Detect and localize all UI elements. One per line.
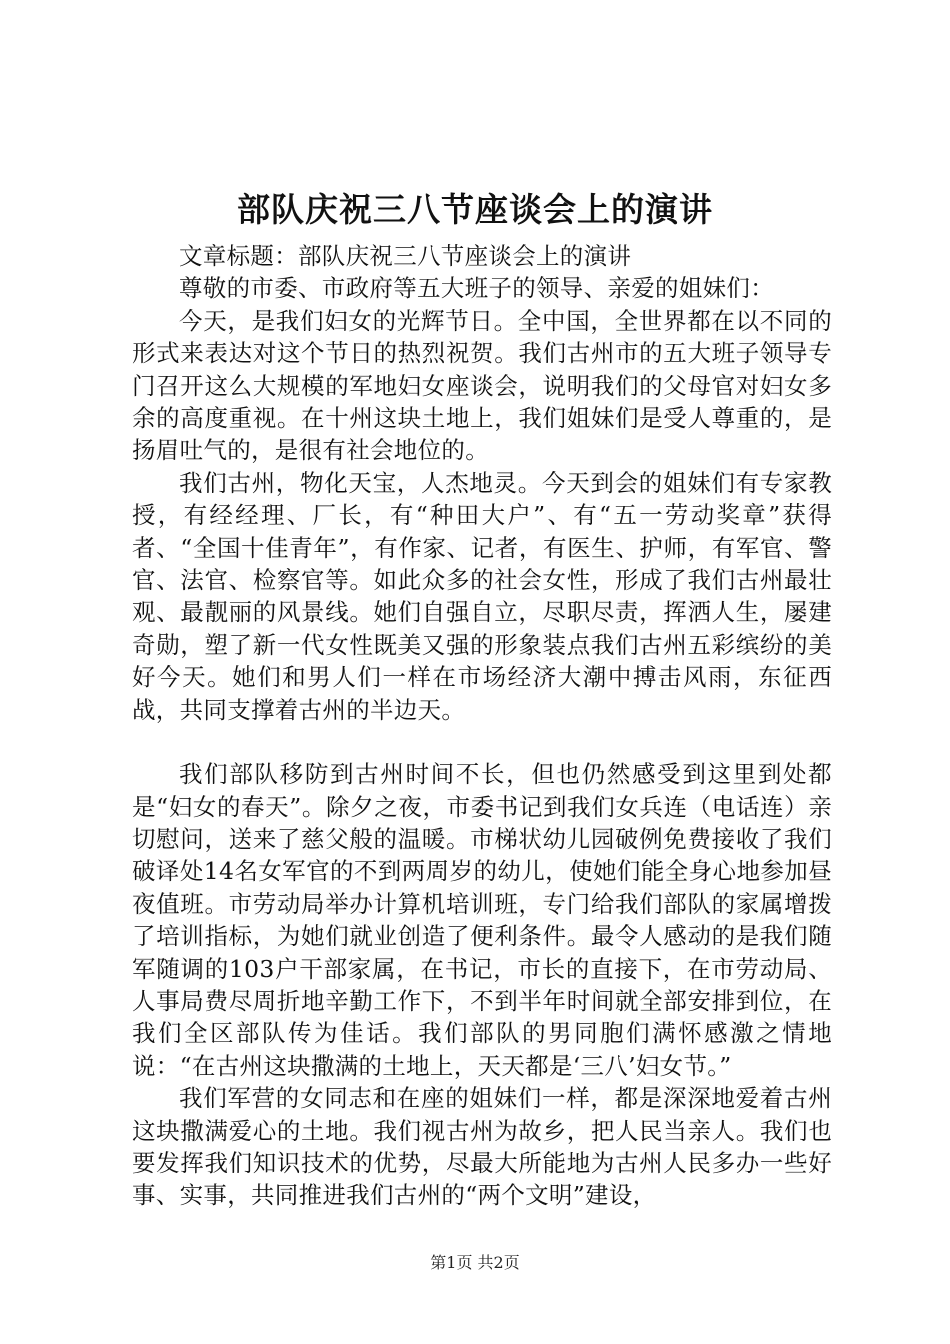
paragraph: 我们部队移防到古州时间不长，但也仍然感受到这里到处都是“妇女的春天”。除夕之夜，市委书记到我们女兵连（电话连）亲切慰问，送来了慈父般的温暖。市梯状幼儿园破例免费接收了我们破译处14名女军官的不到两周岁的幼儿，使她们能全身心地参加昼夜值班。市劳动局举办计算机培训班，专门给我们部队的家属增拨了培训指标，为她们就业创造了便利条件。最令人感动的是我们随军随调的103户干部家属，在书记，市长的直接下，在市劳动局、人事局费尽周折地辛勤工作下，不到半年时间就全部安排到位，在我们全区部队传为佳话。我们部队的男同胞们满怀感激之情地说：“在古州这块撒满的土地上，天天都是‘三八’妇女节。” <box>132 760 832 1080</box>
paragraph: 我们军营的女同志和在座的姐妹们一样，都是深深地爱着古州这块撒满爱心的土地。我们视古州为故乡，把人民当亲人。我们也要发挥我们知识技术的优势，尽最大所能地为古州人民多办一些好事、实事，共同推进我们古州的“两个文明”建设， <box>132 1084 832 1210</box>
document-body <box>132 240 832 1212</box>
page-number-footer: 第1页 共2页 <box>430 1253 520 1272</box>
article-title-line: 文章标题：部队庆祝三八节座谈会上的演讲 <box>179 242 632 270</box>
paragraph: 我们古州，物化天宝，人杰地灵。今天到会的姐妹们有专家教授，有经经理、厂长，有“种田大户”、有“五一劳动奖章”获得者、“全国十佳青年”，有作家、记者，有医生、护师，有军官、警官、法官、检察官等。如此众多的社会女性，形成了我们古州最壮观、最靓丽的风景线。她们自强自立，尽职尽责，挥洒人生，屡建奇勋，塑了新一代女性既美又强的形象装点我们古州五彩缤纷的美好今天。她们和男人们一样在市场经济大潮中搏击风雨，东征西战，共同支撑着古州的半边天。 <box>132 468 832 724</box>
paragraph: 今天，是我们妇女的光辉节日。全中国，全世界都在以不同的形式来表达对这个节日的热烈祝贺。我们古州市的五大班子领导专门召开这么大规模的军地妇女座谈会，说明我们的父母官对妇女多余的高度重视。在十州这块土地上，我们姐妹们是受人尊重的，是扬眉吐气的，是很有社会地位的。 <box>132 306 832 465</box>
document-title: 部队庆祝三八节座谈会上的演讲 <box>237 190 713 229</box>
salutation: 尊敬的市委、市政府等五大班子的领导、亲爱的姐妹们： <box>179 274 774 303</box>
